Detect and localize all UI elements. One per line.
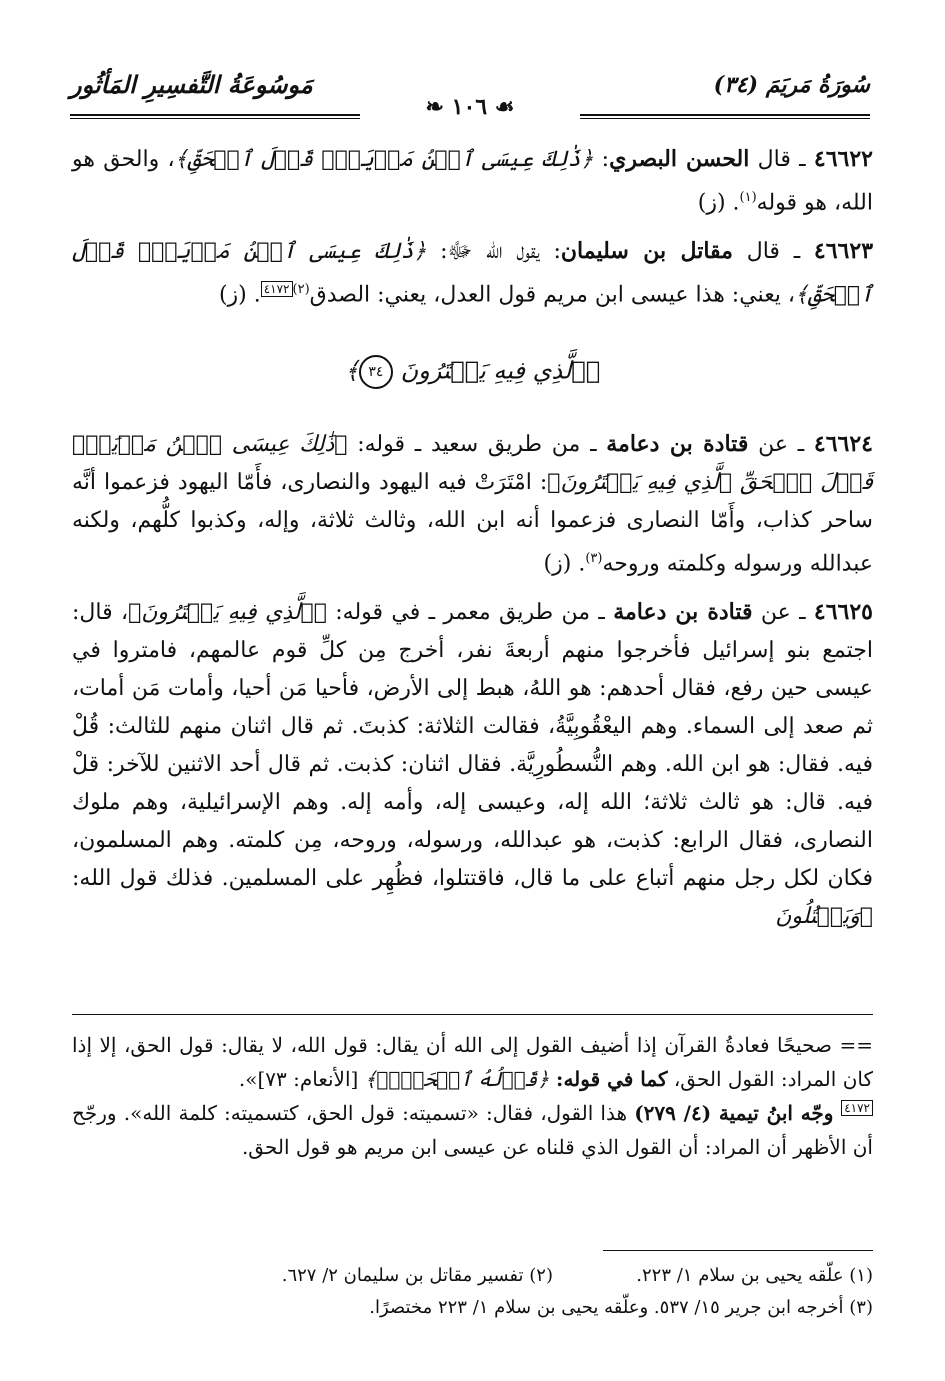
page-number [360,94,580,120]
quran-quote: ﴿ذَٰلِكَ عِيسَى ٱبۡنُ مَرۡيَمَۖ قَوۡلَ ٱلۡحَقِّ﴾ [72,239,873,308]
verse-text: ﴿ٱلَّذِي فِيهِ يَمۡتَرُونَ [400,356,601,385]
entry-tail: . (ز) [697,190,740,216]
entry-text: ، يعني: هذا عيسى ابن مريم قول العدل، يعني: الصدق [309,282,796,308]
entry-46622 [72,140,873,222]
citation: (٤/ ٢٧٩) [634,1101,712,1125]
note-paragraph-2 [72,1096,873,1164]
page-header [70,62,870,122]
entry-number: ٤٦٦٢٣ [813,238,874,265]
note-text: هذا القول، فقال: «تسميته: قول الحق، كتسميته: كلمة الله». ورجّح أن الأظهر أن المراد: أن القول الذي قلناه عن عيسى ابن مريم هو قول الحق. [72,1101,873,1159]
verse-close: ﴾ [344,356,359,385]
continued-note [72,1028,873,1164]
footnote-row [72,1292,873,1324]
entry-text: : امْتَرَتْ فيه اليهود والنصارى، فأَمّا اليهود فزعموا أنَّه ساحر كذاب، وأَمّا النصارى فزعموا أنه ابن الله، وثالث ثلاثة، وإله، وكذبوا كلُّهم، ولكنه عبدالله ورسوله وكلمته وروحه [72,469,873,576]
note-bold: كما في قوله: [549,1067,668,1091]
quran-quote-continued: ﴿وَيَقۡتُلُونَ [775,903,873,929]
footnote-marker: (٢) [292,282,310,298]
entry-lead: : يقول الله ﷻ: [426,239,561,265]
surah-title: سُورَةُ مَريَمَ (٣٤) [713,72,870,98]
cross-ref-box: ٤١٧٢ [261,281,293,297]
entry-46623 [72,232,873,314]
quran-quote: ﴿ٱلَّذِي فِيهِ يَمۡتَرُونَ﴾ [128,599,327,625]
entry-prefix: ـ قال [732,239,801,265]
narrator-name: الحسن البصري [609,146,750,172]
entry-number: ٤٦٦٢٢ [813,146,873,172]
entry-prefix: ـ عن [752,599,806,625]
footnote-3: (٣) أخرجه ابن جرير ١٥/ ٥٣٧. وعلّقه يحيى بن سلام ١/ ٢٢٣ مختصرًا. [369,1297,873,1318]
entry-lead: ـ من طريق معمر ـ في قوله: [326,599,614,625]
entry-lead: ـ من طريق سعيد ـ قوله: [347,431,607,457]
ornament-right-icon: ☙ [494,94,515,120]
footnotes [72,1260,873,1324]
narrator-name: قتادة بن دعامة [606,430,749,457]
entry-text: ، والحق هو الله، هو قوله [72,147,873,216]
narrator-name: مقاتل بن سليمان [560,238,733,265]
entry-lead: : [593,147,610,172]
note-paragraph [72,1028,873,1096]
footnote-row [72,1260,873,1292]
entry-46625 [72,593,873,936]
footnote-2: (٢) تفسير مقاتل بن سليمان ٢/ ٦٢٧. [281,1265,553,1286]
verse-heading [72,355,873,389]
scholar-name: وجّه ابنُ تيمية [711,1101,842,1125]
entry-text: ، قال: اجتمع بنو إسرائيل فأخرجوا منهم أربعةَ نفر، أخرج مِن كلِّ قوم عالمهم، فامتروا في عيسى حين رفع، فقال أحدهم: هو اللهُ، هبط إلى الأرض، فأحيا مَن أحيا، وأمات مَن أمات، ثم صعد إلى السماء. وهم اليعْقُوبِيَّةُ، فقالت الثلاثة: كذبتَ. ثم قال اثنان منهم للثالث: قُلْ فيه. فقال: هو ابن الله. وهم النُّسطُورِيَّة. فقال اثنان: كذبت. ثم قال أحد الاثنين للآخر: قلْ فيه. قال: هو ثالث ثلاثة؛ الله إله، وعيسى إله، وأمه إله. وهم الإسرائيلية، وهم ملوك النصارى، فقال الرابع: كذبت، هو عبدالله، ورسوله، وروحه، مِن كلمته. وهم المسلمون، فكان لكل رجل منهم أتباع على ما قال، فاقتتلوا، فظُهِر على المسلمين. فذلك قول الله: [72,599,873,891]
ornament-left-icon: ❧ [425,94,444,120]
entry-prefix: ـ عن [748,431,805,457]
entry-tail: . (ز) [218,282,261,308]
main-text [72,140,873,946]
entry-tail: . (ز) [543,550,586,576]
entry-46624 [72,425,873,583]
quran-quote: ﴿ذَٰلِكَ عِيسَى ٱبۡنُ مَرۡيَمَۖ قَوۡلَ ٱلۡحَقِّ﴾ [174,147,594,172]
notes-divider [72,1014,873,1015]
ayah-number-icon: ٣٤ [359,355,393,389]
entry-number: ٤٦٦٢٤ [813,430,873,457]
quran-quote: ﴿ذَٰلِكَ عِيسَى ٱبۡنُ مَرۡيَمَۖ قَوۡلَ ٱلۡحَقِّ ٱلَّذِي فِيهِ يَمۡتَرُونَ﴾ [72,431,873,495]
entry-prefix: ـ قال [749,147,806,172]
book-title: مَوسُوعَةُ التَّفسِيرِ المَأثُور [70,70,313,99]
cross-ref-box: ٤١٧٢ [841,1100,873,1116]
entry-number: ٤٦٦٢٥ [813,598,873,625]
page-number-text: ١٠٦ [451,94,488,120]
footnote-marker: (١) [739,190,757,205]
footnote-1: (١) علّقه يحيى بن سلام ١/ ٢٢٣. [636,1265,873,1286]
footnotes-divider [603,1250,873,1251]
note-ref: [الأنعام: ٧٣]». [238,1067,365,1091]
quran-quote: ﴿قَوۡلُهُ ٱلۡحَقُّۚ﴾ [364,1067,550,1091]
note-text: == صحيحًا فعادةُ القرآن إذا أضيف القول إلى الله أن يقال: قول الله، لا يقال: قول الحق، إلا إذا كان المراد: القول الحق، [72,1033,873,1091]
footnote-marker: (٣) [585,550,603,566]
narrator-name: قتادة بن دعامة [613,598,753,625]
